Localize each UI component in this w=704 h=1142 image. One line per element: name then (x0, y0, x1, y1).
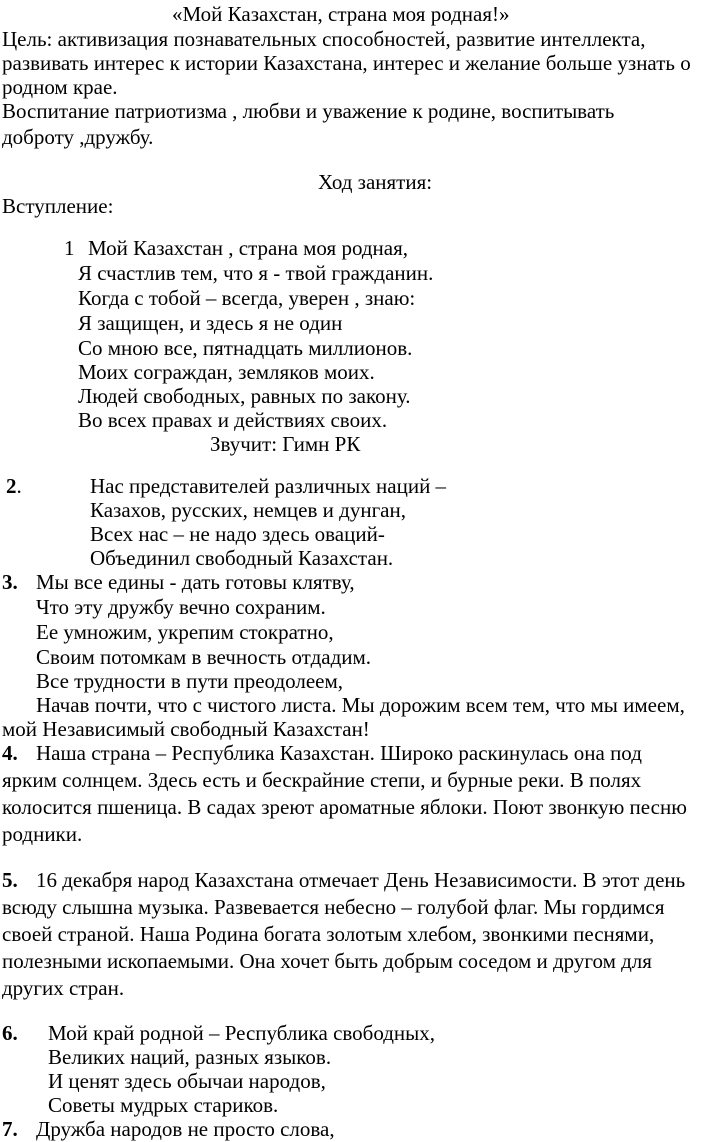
goal-line: доброту ,дружбу. (2, 125, 154, 149)
goal-line: Цель: активизация познавательных способностей, развитие интеллекта, (2, 27, 646, 51)
verse1-line: Я защищен, и здесь я не один (78, 311, 343, 335)
verse1-line: Людей свободных, равных по закону. (78, 384, 411, 408)
verse6-line: Великих наций, разных языков. (48, 1045, 332, 1069)
verse1-line: Со мною все, пятнадцать миллионов. (78, 336, 413, 360)
para4-line: ярким солнцем. Здесь есть и бескрайние степи, и бурные реки. В полях (2, 768, 642, 792)
verse6-number: 6. (2, 1021, 18, 1045)
para5-line: других стран. (2, 976, 125, 1000)
intro-label: Вступление: (2, 194, 114, 218)
verse1-line: Я счастлив тем, что я - твой гражданин. (78, 261, 434, 285)
verse3-line: Все трудности в пути преодолеем, (36, 669, 344, 693)
verse3-number: 3. (2, 570, 18, 594)
verse2-line: Объединил свободный Казахстан. (90, 546, 394, 570)
verse6-line: Мой край родной – Республика свободных, (48, 1021, 436, 1045)
verse2-line: Всех нас – не надо здесь оваций- (90, 522, 385, 546)
document-title: «Мой Казахстан, страна моя родная!» (172, 2, 510, 26)
anthem-note: Звучит: Гимн РК (210, 432, 361, 456)
verse3-line: Начав почти, что с чистого листа. Мы дорожим всем тем, что мы имеем, (36, 693, 685, 717)
verse3-line: Что эту дружбу вечно сохраним. (36, 595, 326, 619)
verse3-last-line: мой Независимый свободный Казахстан! (2, 717, 370, 741)
para4-line: родники. (2, 822, 83, 846)
goal-line: развивать интерес к истории Казахстана, интерес и желание больше узнать о (2, 51, 691, 75)
verse1-line: Во всех правах и действиях своих. (78, 408, 388, 432)
verse3-line: Мы все едины - дать готовы клятву, (36, 570, 355, 594)
verse2-number: 2 (6, 474, 17, 498)
para5-line: 16 декабря народ Казахстана отмечает День Независимости. В этот день (36, 868, 686, 892)
verse2-line: Нас представителей различных наций – (90, 474, 447, 498)
para5-line: полезными ископаемыми. Она хочет быть добрым соседом и другом для (2, 949, 652, 973)
course-heading: Ход занятия: (318, 170, 433, 194)
verse2-number-punct: . (16, 474, 22, 498)
verse2-number-wrap (6, 474, 22, 498)
verse2-line: Казахов, русских, немцев и дунган, (90, 498, 406, 522)
verse3-line: Своим потомкам в вечность отдадим. (36, 645, 372, 669)
verse1-line: Мой Казахстан , страна моя родная, (88, 236, 408, 260)
verse3-line: Ее умножим, укрепим стократно, (36, 620, 334, 644)
verse6-line: И ценят здесь обычаи народов, (48, 1069, 326, 1093)
verse1-number: 1 (64, 236, 75, 260)
para4-line: Наша страна – Республика Казахстан. Широко раскинулась она под (36, 741, 642, 765)
para5-number: 5. (2, 868, 18, 892)
verse1-line: Когда с тобой – всегда, уверен , знаю: (78, 286, 416, 310)
goal-line: родном крае. (2, 75, 118, 99)
para4-line: колосится пшеница. В садах зреют ароматные яблоки. Поют звонкую песню (2, 795, 687, 819)
verse7-line: Дружба народов не просто слова, (36, 1117, 335, 1141)
goal-line: Воспитание патриотизма , любви и уважение к родине, воспитывать (2, 99, 615, 123)
para5-line: всюду слышна музыка. Развевается небесно – голубой флаг. Мы гордимся (2, 895, 665, 919)
para5-line: своей страной. Наша Родина богата золотым хлебом, звонкими песнями, (2, 922, 655, 946)
para4-number: 4. (2, 741, 18, 765)
verse1-line: Моих сограждан, земляков моих. (78, 360, 375, 384)
verse7-number: 7. (2, 1117, 18, 1141)
verse6-line: Советы мудрых стариков. (48, 1093, 279, 1117)
